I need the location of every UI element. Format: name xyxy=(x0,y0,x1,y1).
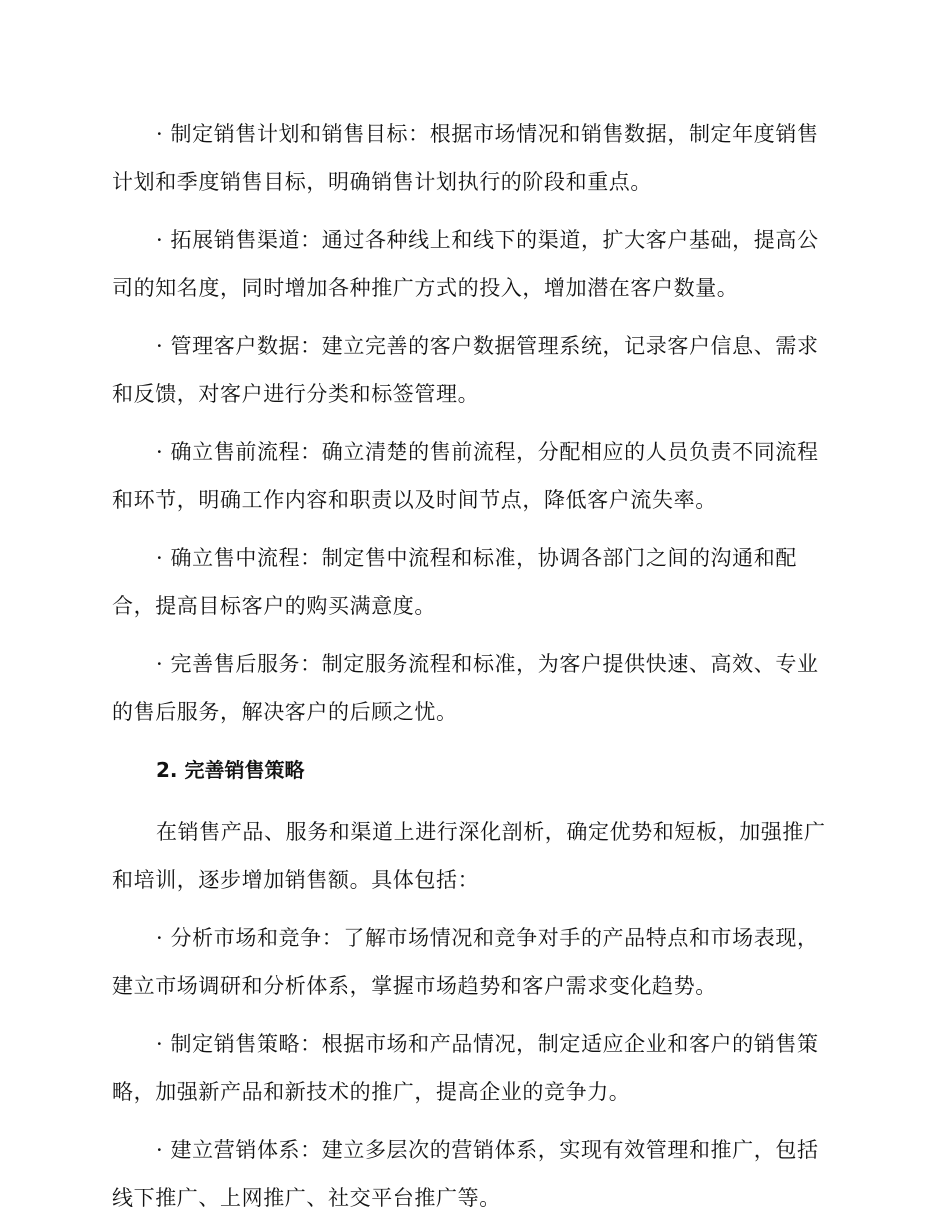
bullet-presales-process: · 确立售前流程：确立清楚的售前流程，分配相应的人员负责不同流程和环节，明确工作内容和职责以及时间节点，降低客户流失率。 xyxy=(112,440,819,512)
bullet-aftersales-service: · 完善售后服务：制定服务流程和标准，为客户提供快速、高效、专业的售后服务，解决客户的后顾之忧。 xyxy=(112,652,819,724)
bullet-insales-process: · 确立售中流程：制定售中流程和标准，协调各部门之间的沟通和配合，提高目标客户的购买满意度。 xyxy=(112,546,797,618)
bullet-marketing-system: · 建立营销体系：建立多层次的营销体系，实现有效管理和推广，包括线下推广、上网推广、社交平台推广等。 xyxy=(112,1138,819,1210)
bullet-sales-plan: · 制定销售计划和销售目标：根据市场情况和销售数据，制定年度销售计划和季度销售目标，明确销售计划执行的阶段和重点。 xyxy=(112,122,819,194)
section-intro-paragraph: 在销售产品、服务和渠道上进行深化剖析，确定优势和短板，加强推广和培训，逐步增加销售额。具体包括： xyxy=(112,820,826,892)
section-heading: 2. 完善销售策略 xyxy=(156,758,305,782)
bullet-customer-data: · 管理客户数据：建立完善的客户数据管理系统，记录客户信息、需求和反馈，对客户进行分类和标签管理。 xyxy=(112,334,819,406)
bullet-sales-strategy: · 制定销售策略：根据市场和产品情况，制定适应企业和客户的销售策略，加强新产品和新技术的推广，提高企业的竞争力。 xyxy=(112,1032,819,1104)
bullet-market-analysis: · 分析市场和竞争：了解市场情况和竞争对手的产品特点和市场表现，建立市场调研和分析体系，掌握市场趋势和客户需求变化趋势。 xyxy=(112,926,819,998)
bullet-sales-channels: · 拓展销售渠道：通过各种线上和线下的渠道，扩大客户基础，提高公司的知名度，同时增加各种推广方式的投入，增加潜在客户数量。 xyxy=(112,228,819,300)
document-page xyxy=(112,110,832,1232)
